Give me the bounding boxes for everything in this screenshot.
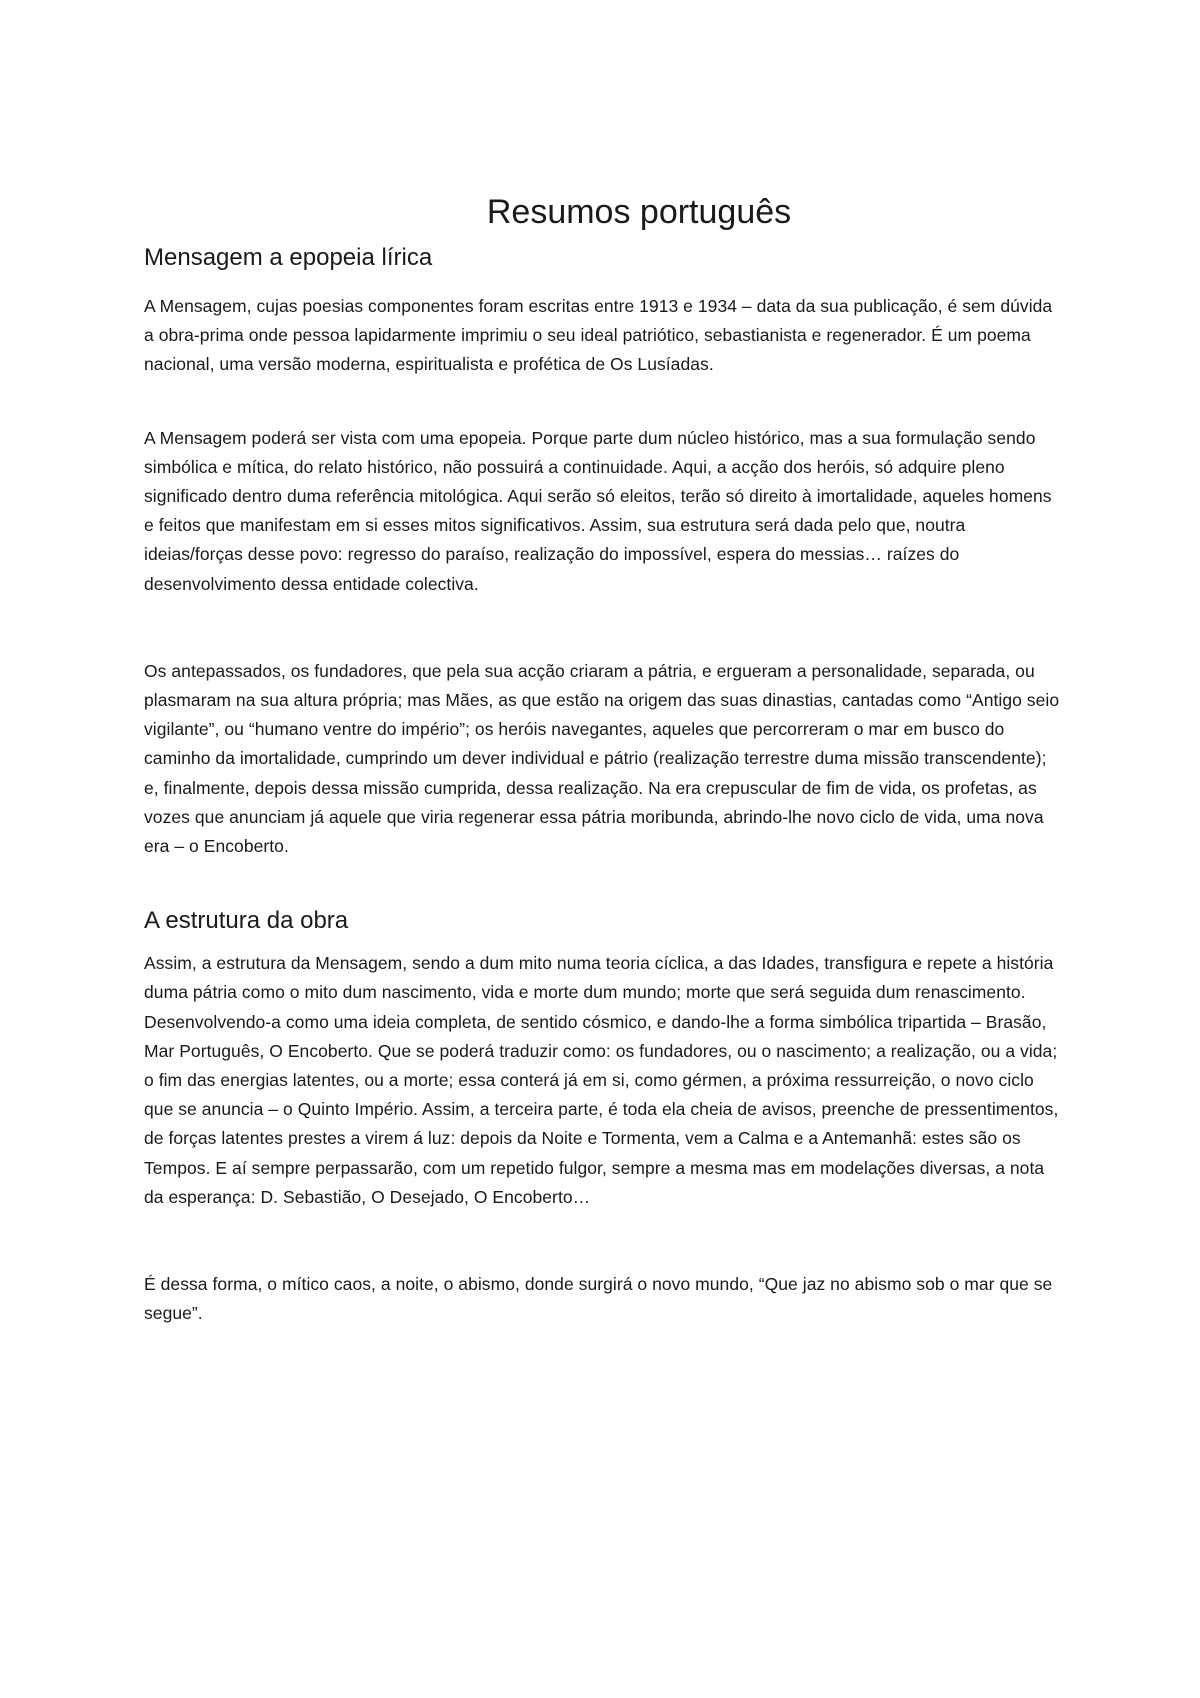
paragraph-spacer <box>144 599 1064 657</box>
paragraph-spacer <box>144 380 1064 424</box>
paragraph-spacer <box>144 1212 1064 1270</box>
document-title: Resumos português <box>486 193 792 231</box>
paragraph: É dessa forma, o mítico caos, a noite, o abismo, donde surgirá o novo mundo, “Que jaz no abismo sob o mar que se segue”. <box>144 1274 1053 1324</box>
paragraph-spacer <box>144 861 1064 905</box>
paragraph: A Mensagem, cujas poesias componentes foram escritas entre 1913 e 1934 – data da sua publicação, é sem dúvida a obra-prima onde pessoa lapidarmente imprimiu o seu ideal patriótico, sebastianista e regenerador. É um poema nacional, uma versão moderna, espiritualista e profética de Os Lusíadas. <box>144 296 1053 375</box>
document-body <box>144 190 1064 1328</box>
section-heading-mensagem: Mensagem a epopeia lírica <box>144 244 433 271</box>
section-heading-estrutura: A estrutura da obra <box>144 907 349 935</box>
paragraph: Assim, a estrutura da Mensagem, sendo a dum mito numa teoria cíclica, a das Idades, transfigura e repete a história duma pátria como o mito dum nascimento, vida e morte dum mundo; morte que será seguida dum renascimento. Desenvolvendo-a como uma ideia completa, de sentido cósmico, e dando-lhe a forma simbólica tripartida – Brasão, Mar Português, O Encoberto. Que se poderá traduzir como: os fundadores, ou o nascimento; a realização, ou a vida; o fim das energias latentes, ou a morte; essa conterá já em si, como gérmen, a próxima ressurreição, o novo ciclo que se anuncia – o Quinto Império. Assim, a terceira parte, é toda ela cheia de avisos, preenche de pressentimentos, de forças latentes prestes a virem á luz: depois da Noite e Tormenta, vem a Calma e a Antemanhã: estes são os Tempos. E aí sempre perpassarão, com um repetido fulgor, sempre a mesma mas em modelações diversas, a nota da esperança: D. Sebastião, O Desejado, O Encoberto… <box>144 953 1059 1207</box>
paragraph: Os antepassados, os fundadores, que pela sua acção criaram a pátria, e ergueram a personalidade, separada, ou plasmaram na sua altura própria; mas Mães, as que estão na origem das suas dinastias, cantadas como “Antigo seio vigilante”, ou “humano ventre do império”; os heróis navegantes, aqueles que percorreram o mar em busco do caminho da imortalidade, cumprindo um dever individual e pátrio (realização terrestre duma missão transcendente); e, finalmente, depois dessa missão cumprida, dessa realização. Na era crepuscular de fim de vida, os profetas, as vozes que anunciam já aquele que viria regenerar essa pátria moribunda, abrindo-lhe novo ciclo de vida, uma nova era – o Encoberto. <box>144 660 1060 857</box>
paragraph: A Mensagem poderá ser vista com uma epopeia. Porque parte dum núcleo histórico, mas a sua formulação sendo simbólica e mítica, do relato histórico, não possuirá a continuidade. Aqui, a acção dos heróis, só adquire pleno significado dentro duma referência mitológica. Aqui serão só eleitos, terão só direito à imortalidade, aqueles homens e feitos que manifestam em si esses mitos significativos. Assim, sua estrutura será dada pelo que, noutra ideias/forças desse povo: regresso do paraíso, realização do impossível, espera do messias… raízes do desenvolvimento dessa entidade colectiva. <box>144 427 1052 594</box>
